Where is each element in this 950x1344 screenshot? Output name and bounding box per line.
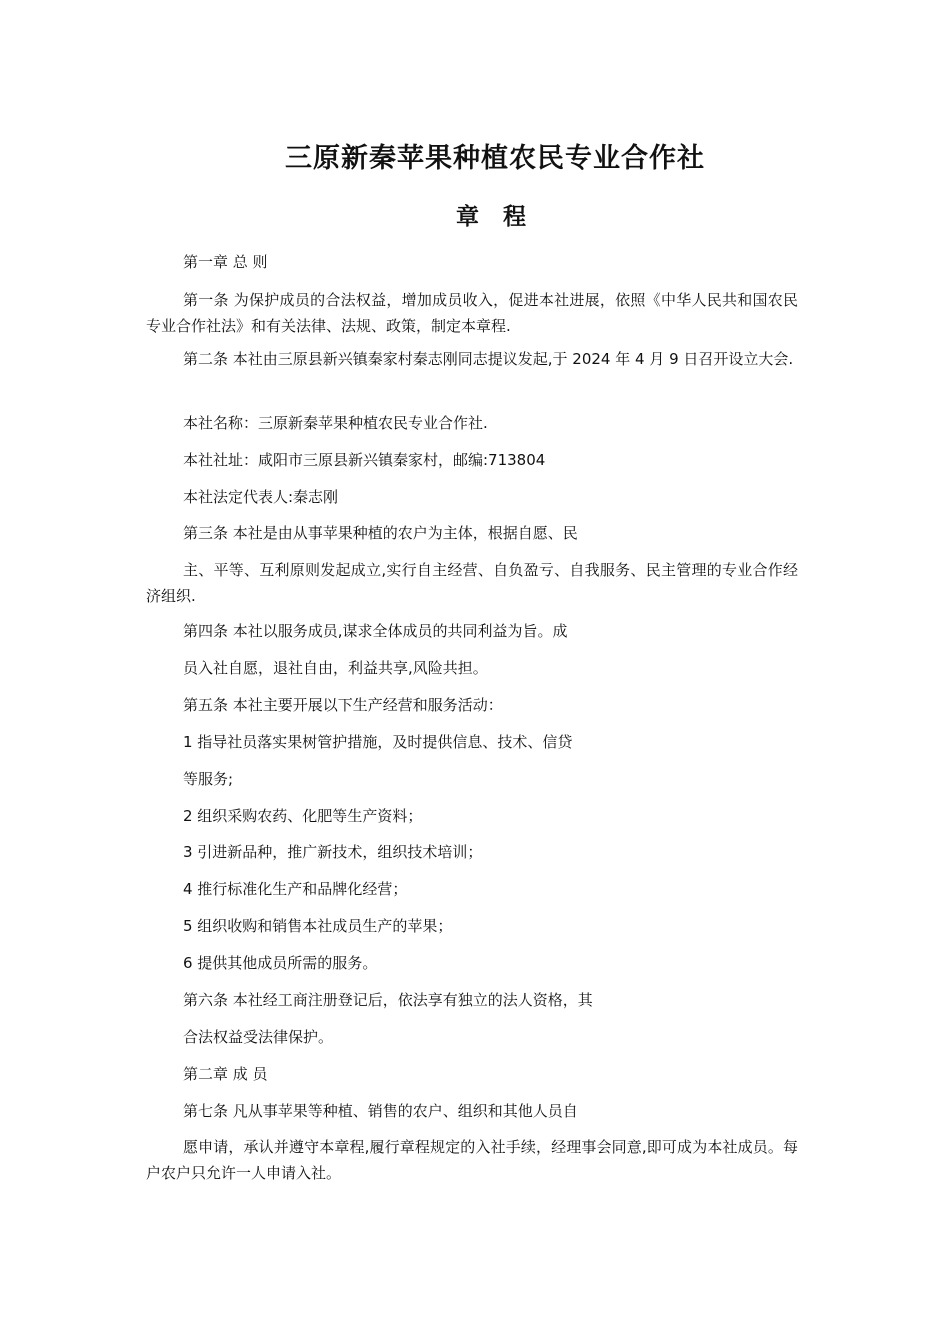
- cooperative-address: 本社社址：咸阳市三原县新兴镇秦家村，邮编:713804: [183, 451, 546, 469]
- activity-6: 6 提供其他成员所需的服务。: [183, 954, 378, 972]
- article-6-line-1: 第六条 本社经工商注册登记后，依法享有独立的法人资格，其: [183, 991, 593, 1009]
- activity-1-line-1: 1 指导社员落实果树管护措施，及时提供信息、技术、信贷: [183, 733, 573, 751]
- article-4-line-2: 员入社自愿，退社自由，利益共享,风险共担。: [183, 659, 488, 677]
- article-6-line-2: 合法权益受法律保护。: [183, 1028, 334, 1046]
- article-3-line-2: 主、平等、互利原则发起成立,实行自主经营、自负盈亏、自我服务、民主管理的专业合作经济组织.: [146, 561, 798, 605]
- article-4-line-1: 第四条 本社以服务成员,谋求全体成员的共同利益为旨。成: [183, 622, 568, 640]
- activity-1-line-2: 等服务;: [183, 770, 234, 788]
- cooperative-name: 本社名称：三原新秦苹果种植农民专业合作社.: [183, 414, 488, 432]
- activity-3: 3 引进新品种，推广新技术，组织技术培训；: [183, 843, 483, 861]
- chapter-heading-2: 第二章 成 员: [183, 1065, 268, 1083]
- activity-5: 5 组织收购和销售本社成员生产的苹果；: [183, 917, 453, 935]
- chapter-heading-1: 第一章 总 则: [183, 253, 268, 271]
- article-7-line-1: 第七条 凡从事苹果等种植、销售的农户、组织和其他人员自: [183, 1102, 578, 1120]
- activity-2: 2 组织采购农药、化肥等生产资料；: [183, 807, 423, 825]
- article-1: 第一条 为保护成员的合法权益，增加成员收入，促进本社进展，依照《中华人民共和国农民专业合作社法》和有关法律、法规、政策，制定本章程.: [146, 291, 798, 335]
- article-3-line-1: 第三条 本社是由从事苹果种植的农户为主体，根据自愿、民: [183, 524, 578, 542]
- activity-4: 4 推行标准化生产和品牌化经营；: [183, 880, 408, 898]
- legal-representative: 本社法定代表人:秦志刚: [183, 488, 339, 506]
- document-title: 三原新秦苹果种植农民专业合作社: [285, 143, 705, 174]
- article-5: 第五条 本社主要开展以下生产经营和服务活动：: [183, 696, 503, 714]
- document-subtitle: 章 程: [455, 204, 534, 230]
- article-2: 第二条 本社由三原县新兴镇秦家村秦志刚同志提议发起,于 2024 年 4 月 9 日召开设立大会.: [183, 350, 794, 368]
- article-7-line-2: 愿申请，承认并遵守本章程,履行章程规定的入社手续，经理事会同意,即可成为本社成员。每户农户只允许一人申请入社。: [146, 1138, 798, 1182]
